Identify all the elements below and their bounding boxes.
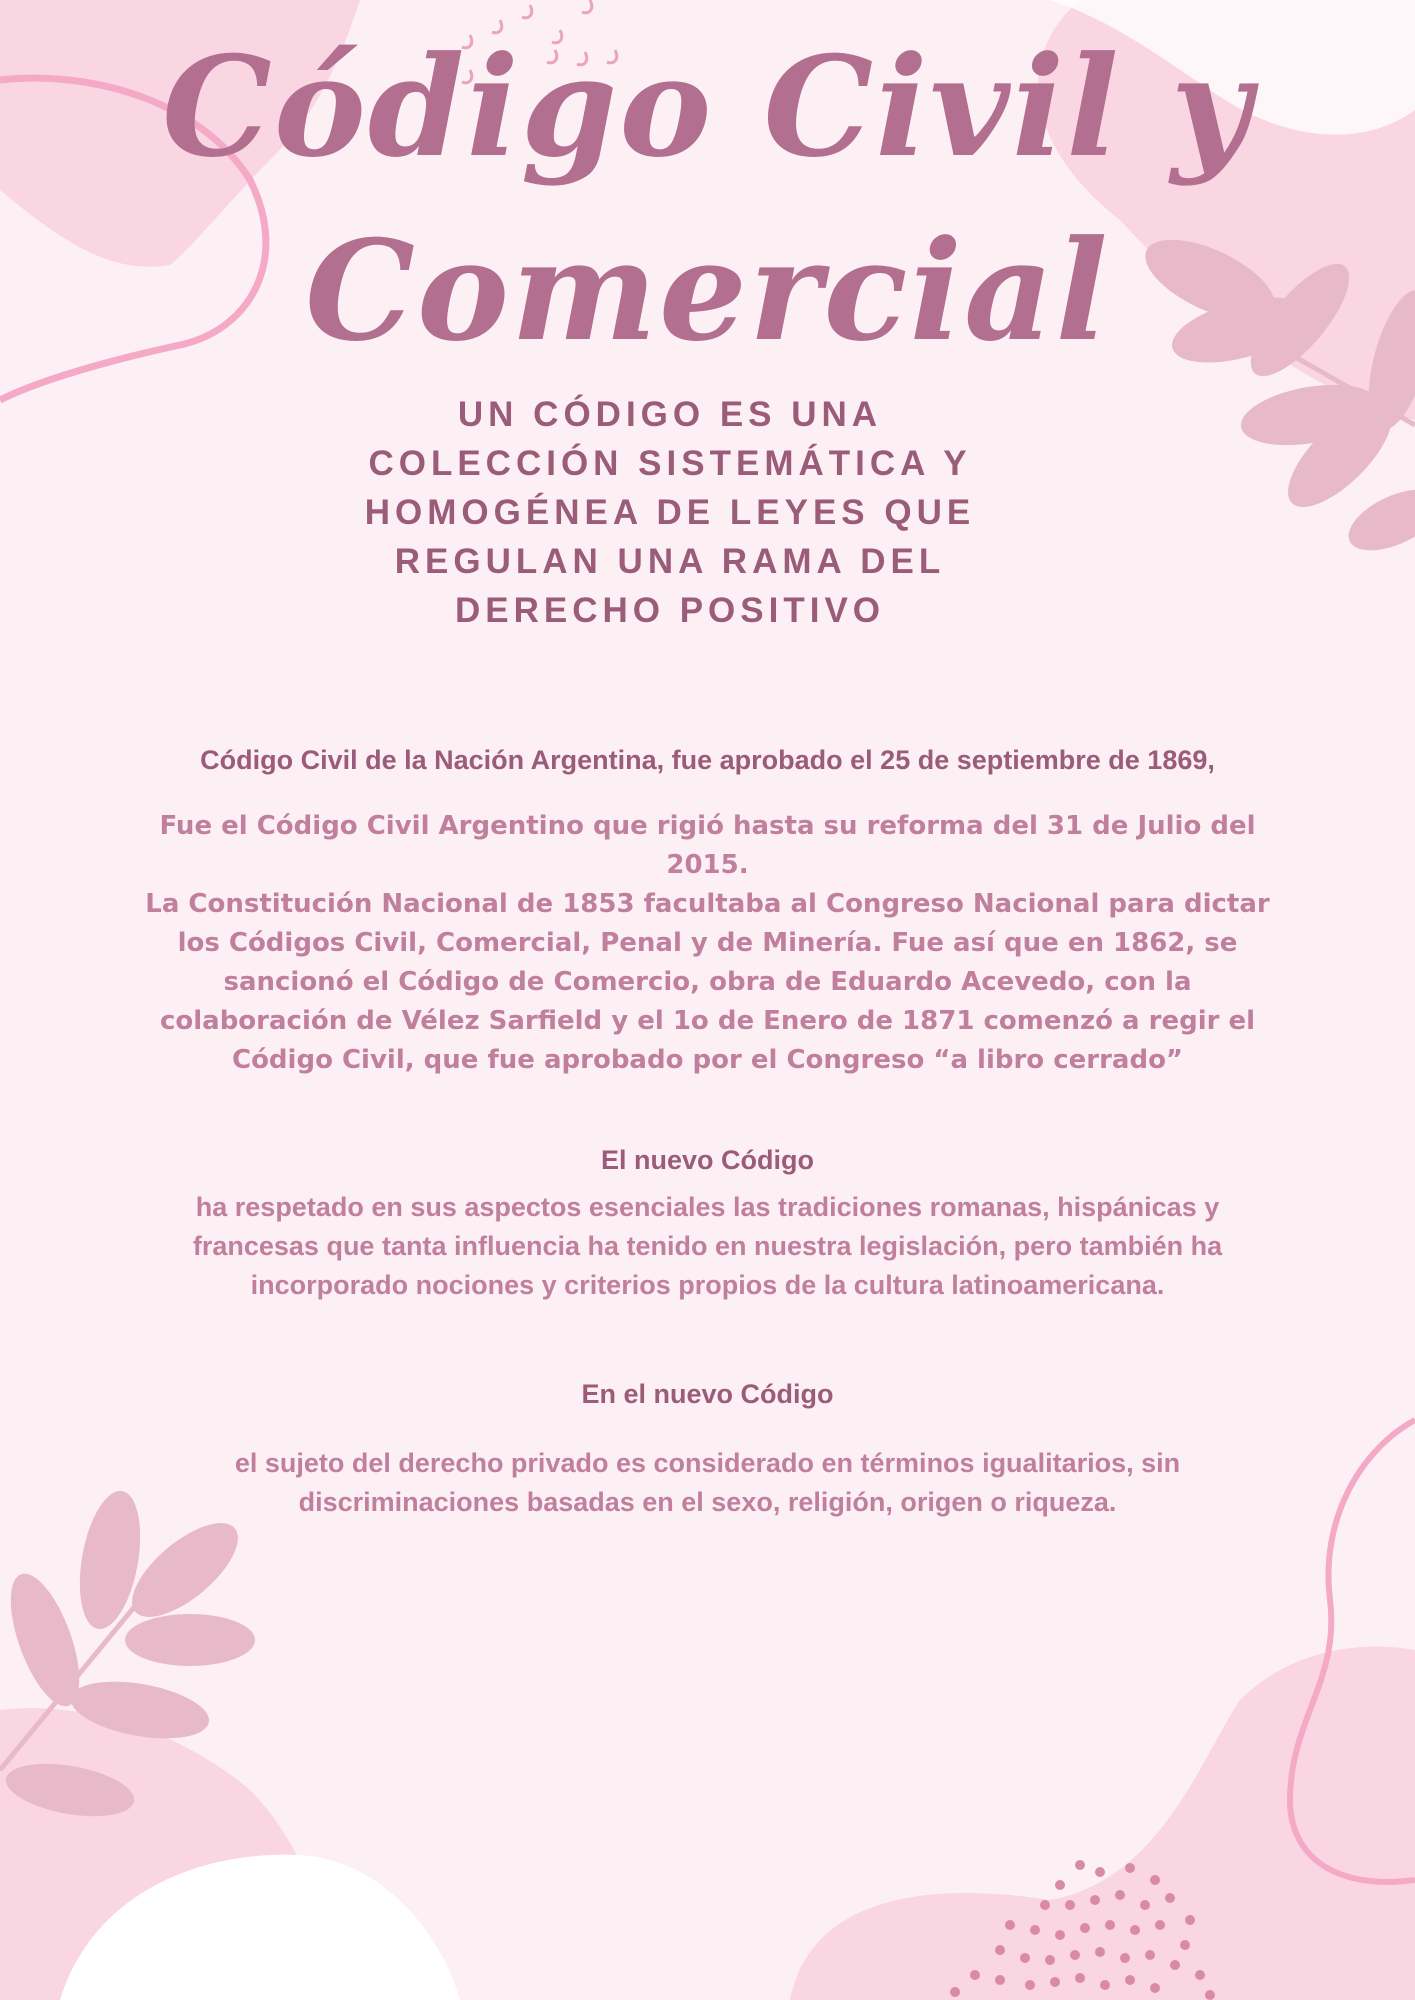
section-text-sujeto: el sujeto del derecho privado es considerado en términos igualitarios, sin discriminaciones basadas en el sexo, religión, origen o riqueza.: [234, 1448, 1181, 1517]
title-line-1: Código Civil y: [162, 25, 1253, 188]
section-heading-en-el-nuevo-codigo: En el nuevo Código: [581, 1379, 834, 1409]
subtitle-definition: UN CÓDIGO ES UNA COLECCIÓN SISTEMÁTICA Y HOMOGÉNEA DE LEYES QUE REGULAN UNA RAMA DEL DERECHO POSITIVO: [364, 395, 976, 630]
section-text-tradiciones: ha respetado en sus aspectos esenciales las tradiciones romanas, hispánicas y francesas que tanta influencia ha tenido en nuestra legislación, pero también ha incorporado nociones y criterios propios de la cultura latinoamericana.: [192, 1192, 1223, 1300]
history-paragraph: Fue el Código Civil Argentino que rigió hasta su reforma del 31 de Julio del 2015. La Constitución Nacional de 1853 facultaba al Congreso Nacional para dictar los Códigos Civil, Comercial, Penal y de Minería. Fue así que en 1862, se sancionó el Código de Comercio, obra de Eduardo Acevedo, con la colaboración de Vélez Sarfield y el 1o de Enero de 1871 comenzó a regir el Código Civil, que fue aprobado por el Congreso “a libro cerrado”: [145, 811, 1270, 1075]
lead-sentence: Código Civil de la Nación Argentina, fue aprobado el 25 de septiembre de 1869,: [200, 745, 1215, 775]
title-line-2: Comercial: [305, 209, 1110, 372]
section-heading-nuevo-codigo: El nuevo Código: [601, 1145, 814, 1175]
